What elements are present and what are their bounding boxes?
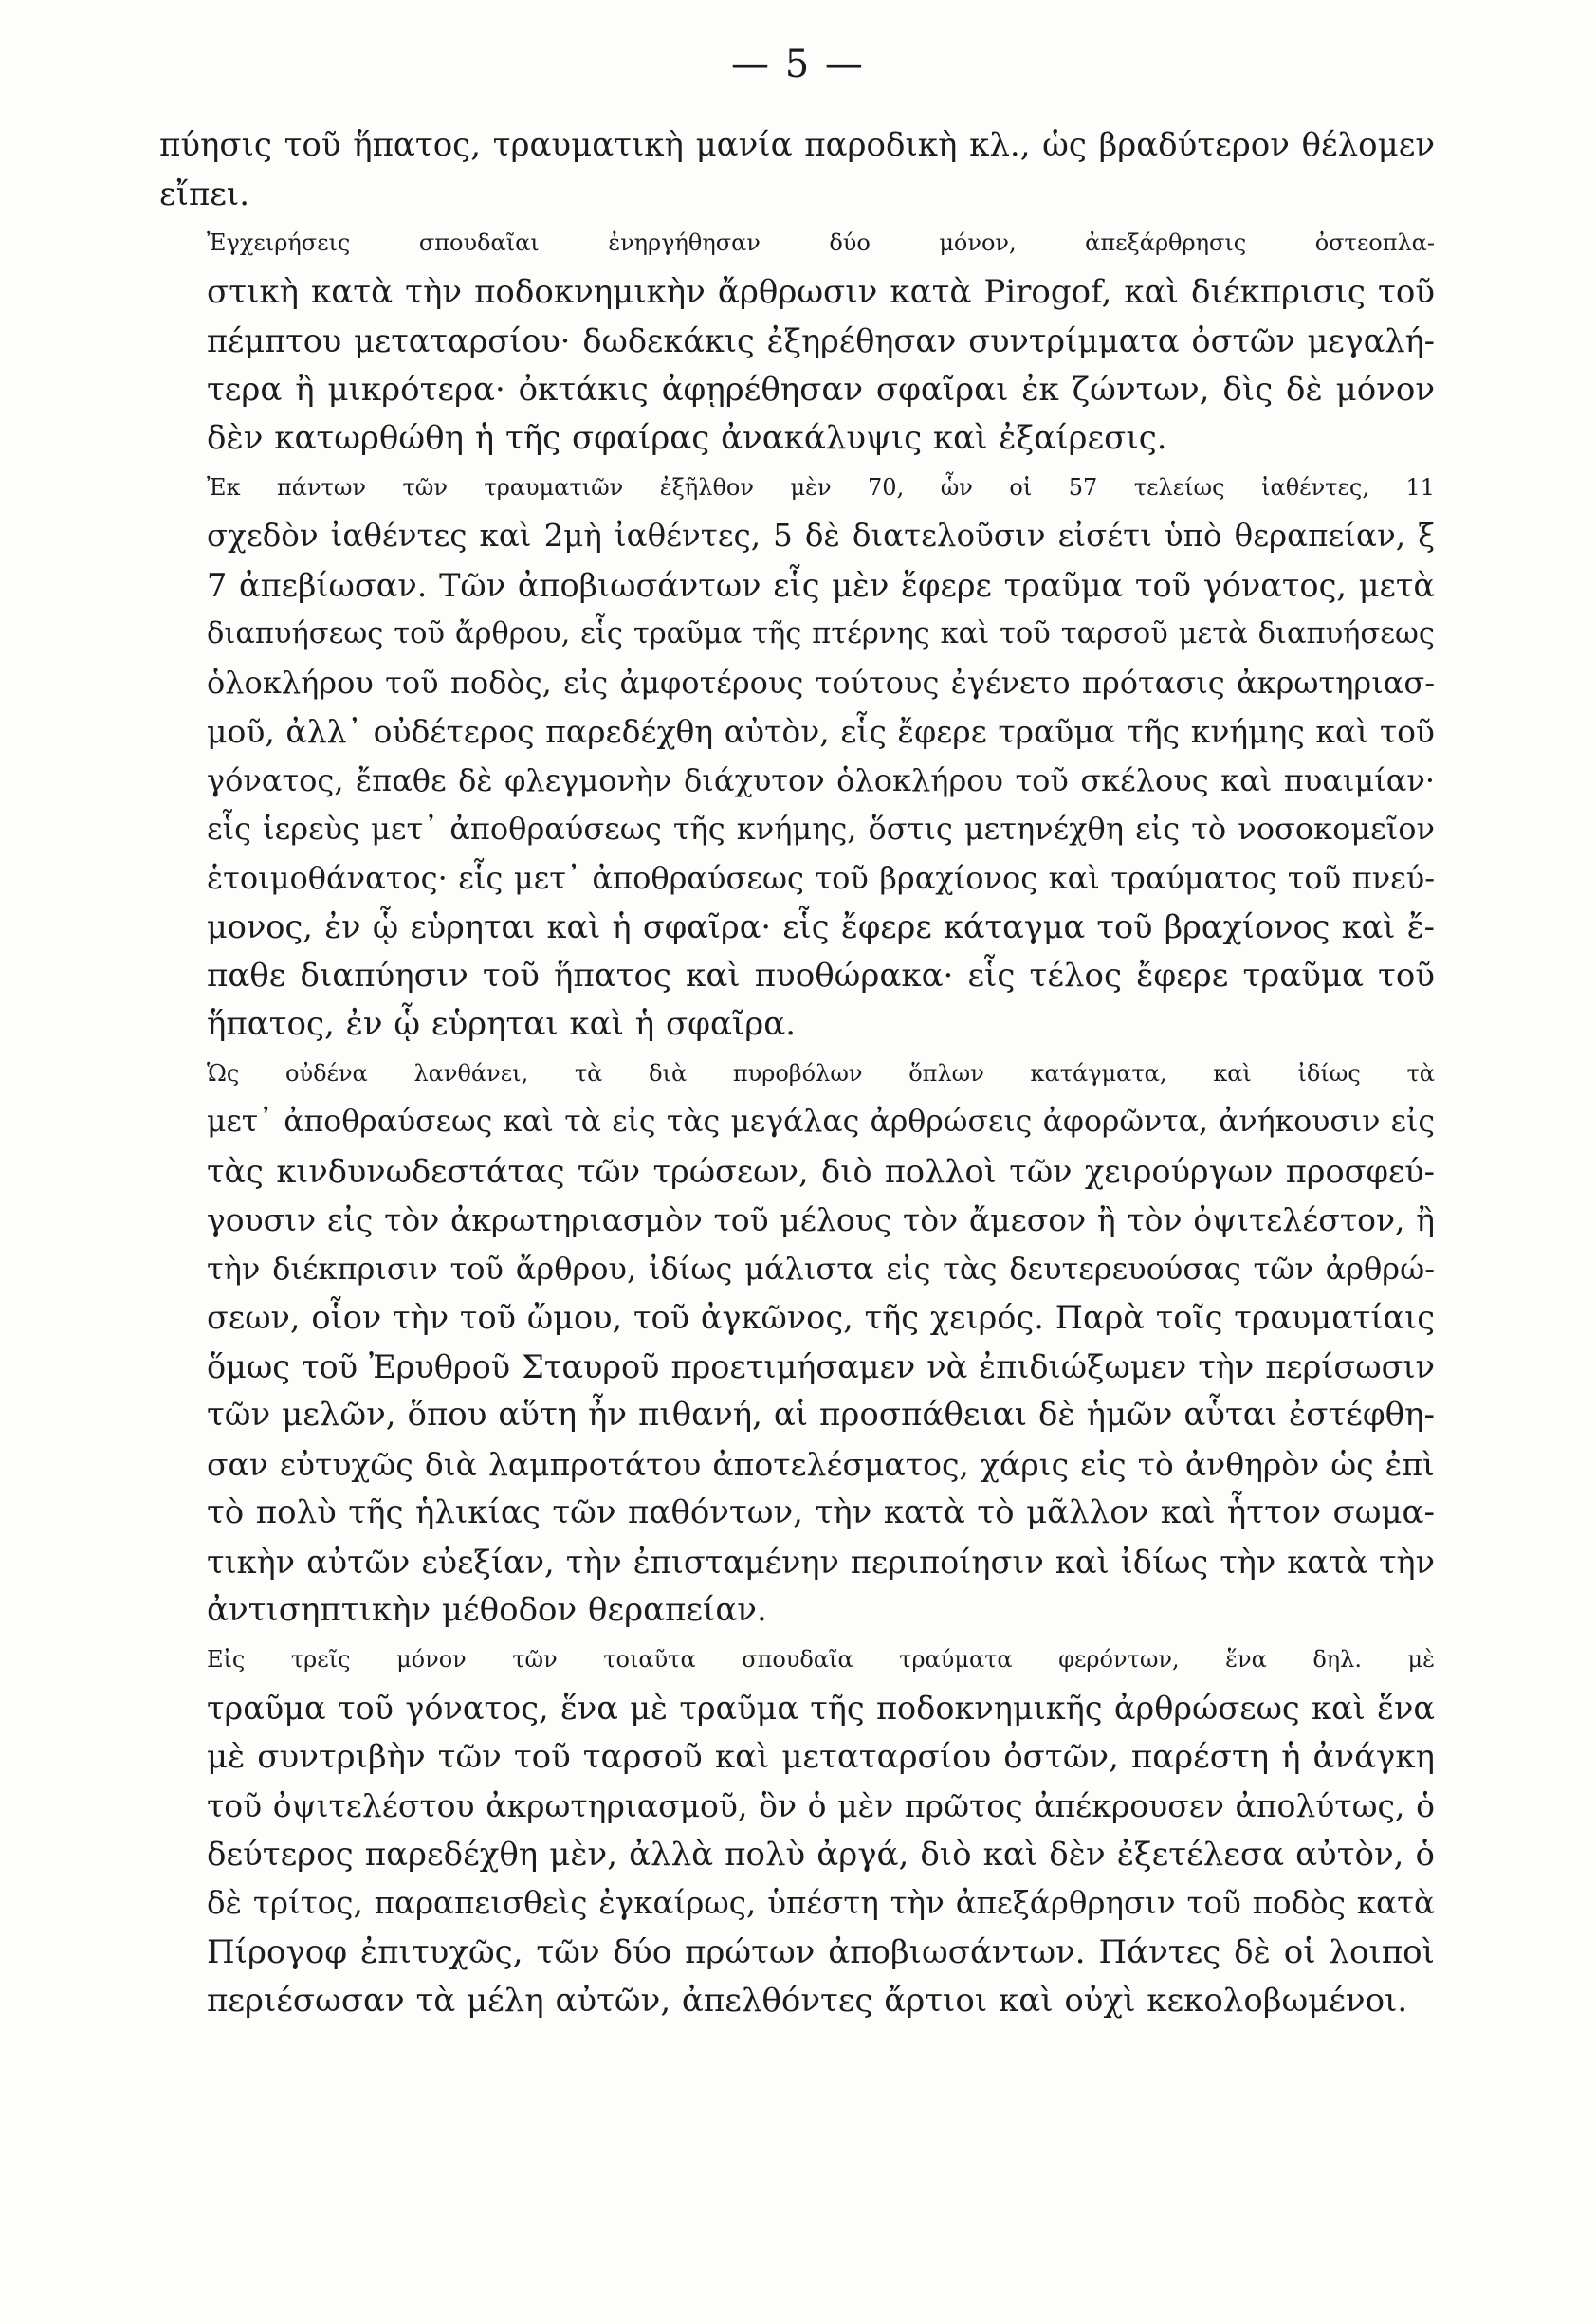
text-line: διαπυήσεως τοῦ ἄρθρου, εἷς τραῦμα τῆς πτέρνης καὶ τοῦ ταρσοῦ μετὰ διαπυήσεως (207, 617, 1435, 650)
text-line: εἷς ἱερεὺς μετ᾽ ἀποθραύσεως τῆς κνήμης, ὅστις μετηνέχθη εἰς τὸ νοσοκομεῖον (207, 811, 1435, 847)
text-line: τῶν μελῶν, ὅπου αὕτη ἦν πιθανή, αἱ προσπάθειαι δὲ ἡμῶν αὗται ἐστέφθη- (207, 1396, 1435, 1434)
text-line: δὲν κατωρθώθη ἡ τῆς σφαίρας ἀνακάλυψις καὶ ἐξαίρεσις. (207, 419, 1167, 457)
text-line: ὅμως τοῦ Ἐρυθροῦ Σταυροῦ προετιμήσαμεν νὰ ἐπιδιώξωμεν τὴν περίσωσιν (207, 1347, 1435, 1385)
text-line: δεύτερος παρεδέχθη μὲν, ἀλλὰ πολὺ ἀργά, διὸ καὶ δὲν ἐξετέλεσα αὐτὸν, ὁ (207, 1835, 1435, 1874)
text-line: Ἐγχειρήσεις σπουδαῖαι ἐνηργήθησαν δύο μόνον, ἀπεξάρθρησις ὀστεοπλα- (207, 229, 1435, 256)
text-line: μὲ συντριβὴν τῶν τοῦ ταρσοῦ καὶ μεταταρσίου ὀστῶν, παρέστη ἡ ἀνάγκη (207, 1737, 1435, 1776)
text-line: τὴν διέκπρισιν τοῦ ἄρθρου, ἰδίως μάλιστα εἰς τὰς δευτερευούσας τῶν ἀρθρώ- (207, 1250, 1435, 1287)
text-line: μοῦ, ἀλλ᾽ οὐδέτερος παρεδέχθη αὐτὸν, εἷς ἔφερε τραῦμα τῆς κνήμης καὶ τοῦ (207, 713, 1435, 750)
paragraph (159, 464, 1435, 1050)
text-line: τερα ἢ μικρότερα· ὀκτάκις ἀφῃρέθησαν σφαῖραι ἐκ ζώντων, δὶς δὲ μόνον (207, 370, 1435, 409)
text-line: γουσιν εἰς τὸν ἀκρωτηριασμὸν τοῦ μέλους τὸν ἄμεσον ἢ τὸν ὀψιτελέστον, ἢ (207, 1201, 1435, 1238)
paragraph (159, 1050, 1435, 1636)
body-text (159, 121, 1435, 2026)
text-line: δὲ τρίτος, παραπεισθεὶς ἐγκαίρως, ὑπέστη τὴν ἀπεξάρθρησιν τοῦ ποδὸς κατὰ (207, 1885, 1435, 1921)
page-number: — 5 — (731, 43, 865, 86)
text-line: πύησις τοῦ ἥπατος, τραυματικὴ μανία παροδικὴ κλ., ὡς βραδύτερον θέλομεν (159, 126, 1435, 164)
text-line: ἑτοιμοθάνατος· εἷς μετ᾽ ἀποθραύσεως τοῦ βραχίονος καὶ τραύματος τοῦ πνεύ- (207, 859, 1435, 896)
paragraph (159, 1636, 1435, 2026)
text-line: σχεδὸν ἰαθέντες καὶ 2μὴ ἰαθέντες, 5 δὲ διατελοῦσιν εἰσέτι ὑπὸ θεραπείαν, ξ (207, 518, 1435, 554)
text-line: 7 ἀπεβίωσαν. Τῶν ἀποβιωσάντων εἷς μὲν ἔφερε τραῦμα τοῦ γόνατος, μετὰ (207, 566, 1435, 604)
text-line: Πίρογοφ ἐπιτυχῶς, τῶν δύο πρώτων ἀποβιωσάντων. Πάντες δὲ οἱ λοιποὶ (207, 1932, 1435, 1971)
text-line: ἥπατος, ἐν ᾧ εὑρηται καὶ ἡ σφαῖρα. (207, 1005, 797, 1043)
text-line: τοῦ ὀψιτελέστου ἀκρωτηριασμοῦ, ὃν ὁ μὲν πρῶτος ἀπέκρουσεν ἀπολύτως, ὁ (207, 1787, 1435, 1824)
text-line: τικὴν αὐτῶν εὐεξίαν, τὴν ἐπισταμένην περιποίησιν καὶ ἰδίως τὴν κατὰ τὴν (207, 1543, 1435, 1581)
text-line: εἴπει. (159, 174, 250, 213)
text-line: Ἐκ πάντων τῶν τραυματιῶν ἐξῆλθον μὲν 70, ὧν οἱ 57 τελείως ἰαθέντες, 11 (207, 473, 1435, 501)
text-line: Ὡς οὐδένα λανθάνει, τὰ διὰ πυροβόλων ὅπλων κατάγματα, καὶ ἰδίως τὰ (207, 1059, 1435, 1087)
text-line: Εἰς τρεῖς μόνον τῶν τοιαῦτα σπουδαῖα τραύματα φερόντων, ἕνα δηλ. μὲ (207, 1645, 1435, 1673)
text-line: σαν εὐτυχῶς διὰ λαμπροτάτου ἀποτελέσματος, χάρις εἰς τὸ ἀνθηρὸν ὡς ἐπὶ (207, 1445, 1435, 1483)
text-line: μετ᾽ ἀποθραύσεως καὶ τὰ εἰς τὰς μεγάλας ἀρθρώσεις ἀφορῶντα, ἀνήκουσιν εἰς (207, 1105, 1435, 1139)
text-line: τὸ πολὺ τῆς ἡλικίας τῶν παθόντων, τὴν κατὰ τὸ μᾶλλον καὶ ἧττον σωμα- (207, 1493, 1435, 1531)
text-line: μονος, ἐν ᾧ εὑρηται καὶ ἡ σφαῖρα· εἷς ἔφερε κάταγμα τοῦ βραχίονος καὶ ἔ- (207, 908, 1435, 945)
text-line: σεων, οἷον τὴν τοῦ ὤμου, τοῦ ἀγκῶνος, τῆς χειρός. Παρὰ τοῖς τραυματίαις (207, 1299, 1435, 1336)
text-line: πέμπτου μεταταρσίου· δωδεκάκις ἐξηρέθησαν συντρίμματα ὀστῶν μεγαλή- (207, 322, 1435, 359)
text-line: ὁλοκλήρου τοῦ ποδὸς, εἰς ἀμφοτέρους τούτους ἐγένετο πρότασις ἀκρωτηριασ- (207, 664, 1435, 701)
text-line: ἀντισηπτικὴν μέθοδον θεραπείαν. (207, 1591, 767, 1629)
text-line: παθε διαπύησιν τοῦ ἥπατος καὶ πυοθώρακα· εἷς τέλος ἔφερε τραῦμα τοῦ (207, 956, 1435, 995)
text-line: γόνατος, ἔπαθε δὲ φλεγμονὴν διάχυτον ὁλοκλήρου τοῦ σκέλους καὶ πυαιμίαν· (207, 761, 1435, 798)
text-line: στικὴ κατὰ τὴν ποδοκνημικὴν ἄρθρωσιν κατὰ Pirogof, καὶ διέκπρισις τοῦ (207, 272, 1435, 311)
paragraph (159, 121, 1435, 219)
text-line: περιέσωσαν τὰ μέλη αὐτῶν, ἀπελθόντες ἄρτιοι καὶ οὐχὶ κεκολοβωμένοι. (207, 1982, 1408, 2020)
text-line: τραῦμα τοῦ γόνατος, ἕνα μὲ τραῦμα τῆς ποδοκνημικῆς ἀρθρώσεως καὶ ἕνα (207, 1690, 1435, 1727)
paragraph (159, 219, 1435, 464)
text-line: τὰς κινδυνωδεστάτας τῶν τρώσεων, διὸ πολλοὶ τῶν χειρούργων προσφεύ- (207, 1152, 1435, 1190)
